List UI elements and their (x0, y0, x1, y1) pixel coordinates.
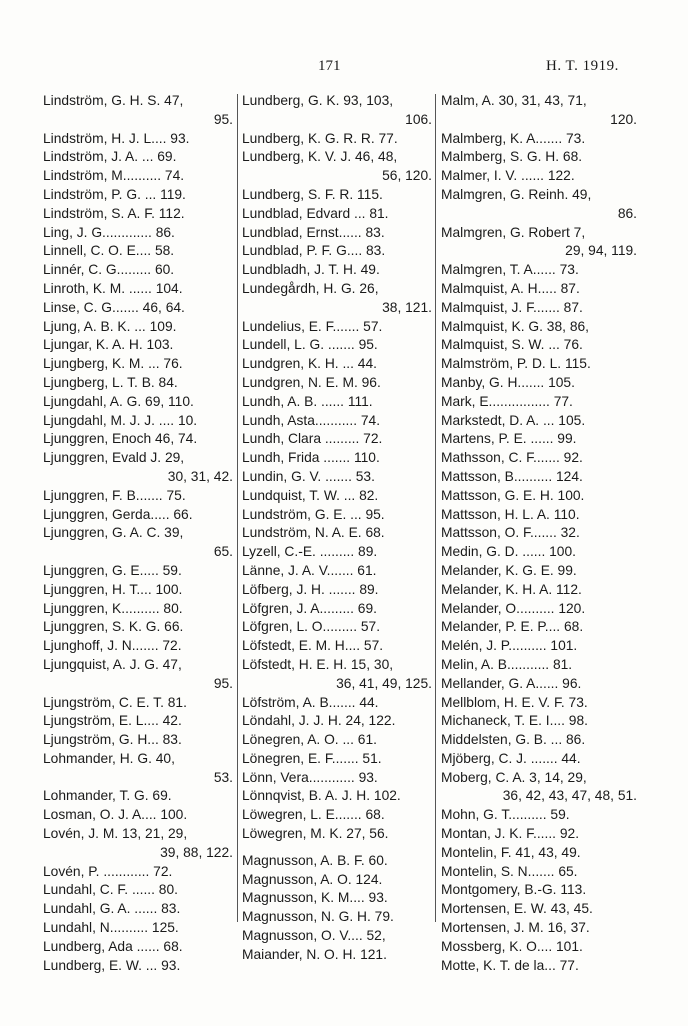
index-entry: Lundberg, S. F. R. 115. (242, 186, 383, 202)
index-entry: Montgomery, B.-G. 113. (441, 882, 587, 898)
index-entry: Ljungström, E. L.... 42. (43, 713, 182, 729)
index-entry: Lundh, Clara ......... 72. (242, 431, 383, 447)
index-entry: Lundberg, K. G. R. R. 77. (242, 130, 398, 146)
index-entry: Ljungar, K. A. H. 103. (43, 337, 174, 353)
index-entry: Montan, J. K. F...... 92. (441, 826, 580, 842)
index-entry: Maiander, N. O. H. 121. (242, 946, 387, 962)
index-entry: Ljunggren, Evald J. 29, (43, 450, 185, 466)
index-entry: Lundquist, T. W. ... 82. (242, 487, 379, 503)
index-entry: Malmquist, A. H..... 87. (441, 280, 580, 296)
index-entry: Medin, G. D. ...... 100. (441, 544, 576, 560)
index-entry: Löwegren, L. E....... 68. (242, 807, 385, 823)
index-entry: Lönn, Vera............ 93. (242, 769, 378, 785)
index-entry: Lundberg, K. V. J. 46, 48, (242, 149, 398, 165)
index-entry: Ljunggren, S. K. G. 66. (43, 619, 184, 635)
index-entry: Lindström, J. A. ... 69. (43, 149, 177, 165)
index-entry: Manby, G. H....... 105. (441, 374, 575, 390)
index-entry: Löfström, A. B....... 44. (242, 694, 379, 710)
index-entry: Melander, K. H. A. 112. (441, 581, 582, 597)
index-entry: Mossberg, K. O.... 101. (441, 938, 583, 954)
index-entry-continuation: 65. (213, 544, 233, 560)
column-divider (435, 94, 436, 922)
index-entry: Malmer, I. V. ...... 122. (441, 168, 575, 184)
index-entry: Löfgren, J. A......... 69. (242, 600, 377, 616)
index-entry: Löwegren, M. K. 27, 56. (242, 826, 389, 842)
index-entry: Magnusson, N. G. H. 79. (242, 909, 394, 925)
index-entry: Linnell, C. O. E.... 58. (43, 243, 175, 259)
index-entry: Montelin, F. 41, 43, 49. (441, 844, 581, 860)
index-entry: Ljunggren, Gerda..... 66. (43, 506, 193, 522)
index-entry: Mjöberg, C. J. ....... 44. (441, 750, 581, 766)
index-entry: Lundahl, C. F. ...... 80. (43, 882, 178, 898)
index-entry: Lundberg, E. W. ... 93. (43, 957, 181, 973)
index-entry: Melander, O.......... 120. (441, 600, 586, 616)
index-entry: Magnusson, O. V.... 52, (242, 928, 386, 944)
index-entry: Mortensen, E. W. 43, 45. (441, 901, 593, 917)
index-entry: Magnusson, K. M.... 93. (242, 890, 388, 906)
index-entry: Mattsson, B.......... 124. (441, 468, 583, 484)
index-entry: Ling, J. G............. 86. (43, 224, 175, 240)
index-entry: Magnusson, A. B. F. 60. (242, 852, 388, 868)
index-entry-continuation: 95. (213, 111, 233, 127)
index-entry: Löfstedt, E. M. H.... 57. (242, 638, 384, 654)
index-entry: Malmgren, G. Robert 7, (441, 224, 586, 240)
index-entry-continuation: 53. (213, 769, 233, 785)
index-entry: Malmström, P. D. L. 115. (441, 356, 591, 372)
index-entry: Markstedt, D. A. ... 105. (441, 412, 586, 428)
index-entry: Lundahl, N.......... 125. (43, 920, 179, 936)
index-entry: Lundström, G. E. ... 95. (242, 506, 385, 522)
column-divider (237, 94, 238, 922)
index-entry: Ljungberg, L. T. B. 84. (43, 374, 178, 390)
index-entry: Melander, P. E. P.... 68. (441, 619, 584, 635)
index-entry: Melén, J. P.......... 101. (441, 638, 578, 654)
index-entry: Lundelius, E. F....... 57. (242, 318, 383, 334)
index-entry: Linnér, C. G......... 60. (43, 262, 175, 278)
index-entry: Lundblad, Edvard ... 81. (242, 205, 389, 221)
index-entry: Lundgren, N. E. M. 96. (242, 374, 381, 390)
index-entry: Ljunggren, K.......... 80. (43, 600, 183, 616)
index-entry: Mellander, G. A...... 96. (441, 675, 582, 691)
index-entry-continuation: 36, 42, 43, 47, 48, 51. (502, 788, 637, 804)
index-entry: Lyzell, C.-E. ......... 89. (242, 544, 378, 560)
index-entry: Malmgren, T. A...... 73. (441, 262, 579, 278)
index-entry: Melin, A. B........... 81. (441, 656, 573, 672)
index-entry: Lundström, N. A. E. 68. (242, 525, 385, 541)
index-entry: Ljunggren, G. A. C. 39, (43, 525, 184, 541)
index-entry-continuation: 86. (617, 205, 637, 221)
index-entry: Lundegårdh, H. G. 26, (242, 280, 379, 296)
index-entry: Mattsson, O. F....... 32. (441, 525, 580, 541)
index-entry: Magnusson, A. O. 124. (242, 871, 383, 887)
index-entry: Lundh, Frida ....... 110. (242, 450, 380, 466)
index-entry: Ljungström, G. H... 83. (43, 732, 182, 748)
index-entry: Lundbladh, J. T. H. 49. (242, 262, 380, 278)
index-entry: Lindström, G. H. S. 47, (43, 93, 184, 108)
index-entry: Lundh, Asta........... 74. (242, 412, 381, 428)
index-entry: Lönegren, E. F....... 51. (242, 750, 382, 766)
page-header-label: H. T. 1919. (546, 58, 619, 74)
index-entry-continuation: 56, 120. (382, 168, 432, 184)
index-entry: Montelin, S. N....... 65. (441, 863, 578, 879)
index-column-3 (441, 92, 637, 975)
index-entry: Lovén, J. M. 13, 21, 29, (43, 826, 188, 842)
index-entry: Martens, P. E. ...... 99. (441, 431, 577, 447)
index-entry: Mark, E................ 77. (441, 393, 573, 409)
index-entry: Malmberg, K. A....... 73. (441, 130, 586, 146)
index-entry: Michaneck, T. E. I.... 98. (441, 713, 588, 729)
index-entry: Lovén, P. ............ 72. (43, 863, 173, 879)
index-entry: Mathsson, C. F....... 92. (441, 450, 583, 466)
index-entry: Mortensen, J. M. 16, 37. (441, 920, 590, 936)
index-entry: Mohn, G. T.......... 59. (441, 807, 570, 823)
index-entry: Ljungberg, K. M. ... 76. (43, 356, 183, 372)
index-entry: Mattsson, G. E. H. 100. (441, 487, 585, 503)
index-entry: Malmquist, K. G. 38, 86, (441, 318, 589, 334)
index-entry: Malm, A. 30, 31, 43, 71, (441, 93, 587, 108)
index-entry: Ljungdahl, A. G. 69, 110. (43, 393, 194, 409)
index-entry: Malmquist, S. W. ... 76. (441, 337, 583, 353)
index-entry-continuation: 120. (610, 111, 637, 127)
index-entry-continuation: 39, 88, 122. (160, 844, 233, 860)
index-entry: Lindström, M.......... 74. (43, 168, 185, 184)
index-entry: Motte, K. T. de la... 77. (441, 957, 579, 973)
index-entry: Lundahl, G. A. ...... 83. (43, 901, 181, 917)
index-entry-continuation: 36, 41, 49, 125. (336, 675, 432, 691)
index-entry-continuation: 106. (405, 111, 432, 127)
index-entry-continuation: 30, 31, 42. (167, 468, 233, 484)
index-entry: Lundgren, K. H. ... 44. (242, 356, 377, 372)
index-entry: Malmgren, G. Reinh. 49, (441, 186, 592, 202)
index-entry: Ljunggren, G. E..... 59. (43, 562, 182, 578)
index-entry: Linroth, K. M. ...... 104. (43, 280, 183, 296)
index-entry: Lindström, S. A. F. 112. (43, 205, 185, 221)
index-entry: Lundell, L. G. ....... 95. (242, 337, 378, 353)
index-entry: Lundberg, G. K. 93, 103, (242, 93, 394, 108)
index-entry: Lundin, G. V. ....... 53. (242, 468, 375, 484)
index-entry: Ljunggren, H. T.... 100. (43, 581, 183, 597)
index-entry: Länne, J. A. V....... 61. (242, 562, 377, 578)
index-entry: Lundh, A. B. ...... 111. (242, 393, 373, 409)
index-entry: Löfstedt, H. E. H. 15, 30, (242, 656, 394, 672)
index-entry: Malmquist, J. F....... 87. (441, 299, 583, 315)
index-entry: Lundblad, P. F. G.... 83. (242, 243, 386, 259)
index-entry: Lindström, H. J. L.... 93. (43, 130, 190, 146)
index-entry: Ljunggren, F. B....... 75. (43, 487, 186, 503)
index-entry: Middelsten, G. B. ... 86. (441, 732, 586, 748)
index-entry: Lönegren, A. O. ... 61. (242, 732, 377, 748)
section-gap (242, 844, 432, 852)
index-entry: Lundblad, Ernst...... 83. (242, 224, 385, 240)
index-entry: Linse, C. G....... 46, 64. (43, 299, 185, 315)
index-entry-continuation: 38, 121. (382, 299, 432, 315)
index-entry-continuation: 29, 94, 119. (565, 243, 637, 259)
index-entry: Losman, O. J. A.... 100. (43, 807, 188, 823)
index-entry: Moberg, C. A. 3, 14, 29, (441, 769, 587, 785)
index-entry: Löfgren, L. O......... 57. (242, 619, 381, 635)
index-entry: Lohmander, H. G. 40, (43, 750, 175, 766)
page-number: 171 (318, 58, 341, 74)
index-entry: Ljunghoff, J. N....... 72. (43, 638, 182, 654)
index-column-2 (242, 92, 432, 965)
index-entry: Malmberg, S. G. H. 68. (441, 149, 583, 165)
index-entry: Lönnqvist, B. A. J. H. 102. (242, 788, 401, 804)
index-column-1 (43, 92, 233, 975)
index-entry: Löfberg, J. H. ....... 89. (242, 581, 379, 597)
index-entry: Mellblom, H. E. V. F. 73. (441, 694, 588, 710)
index-entry: Lindström, P. G. ... 119. (43, 186, 186, 202)
index-entry: Mattsson, H. L. A. 110. (441, 506, 580, 522)
index-entry: Löndahl, J. J. H. 24, 122. (242, 713, 396, 729)
index-entry: Ljungström, C. E. T. 81. (43, 694, 187, 710)
index-entry: Ljungdahl, M. J. J. .... 10. (43, 412, 198, 428)
index-entry: Melander, K. G. E. 99. (441, 562, 577, 578)
index-entry: Ljungquist, A. J. G. 47, (43, 656, 182, 672)
index-entry-continuation: 95. (213, 675, 233, 691)
index-entry: Ljunggren, Enoch 46, 74. (43, 431, 198, 447)
index-entry: Ljung, A. B. K. ... 109. (43, 318, 177, 334)
index-entry: Lohmander, T. G. 69. (43, 788, 172, 804)
index-entry: Lundberg, Ada ...... 68. (43, 938, 183, 954)
